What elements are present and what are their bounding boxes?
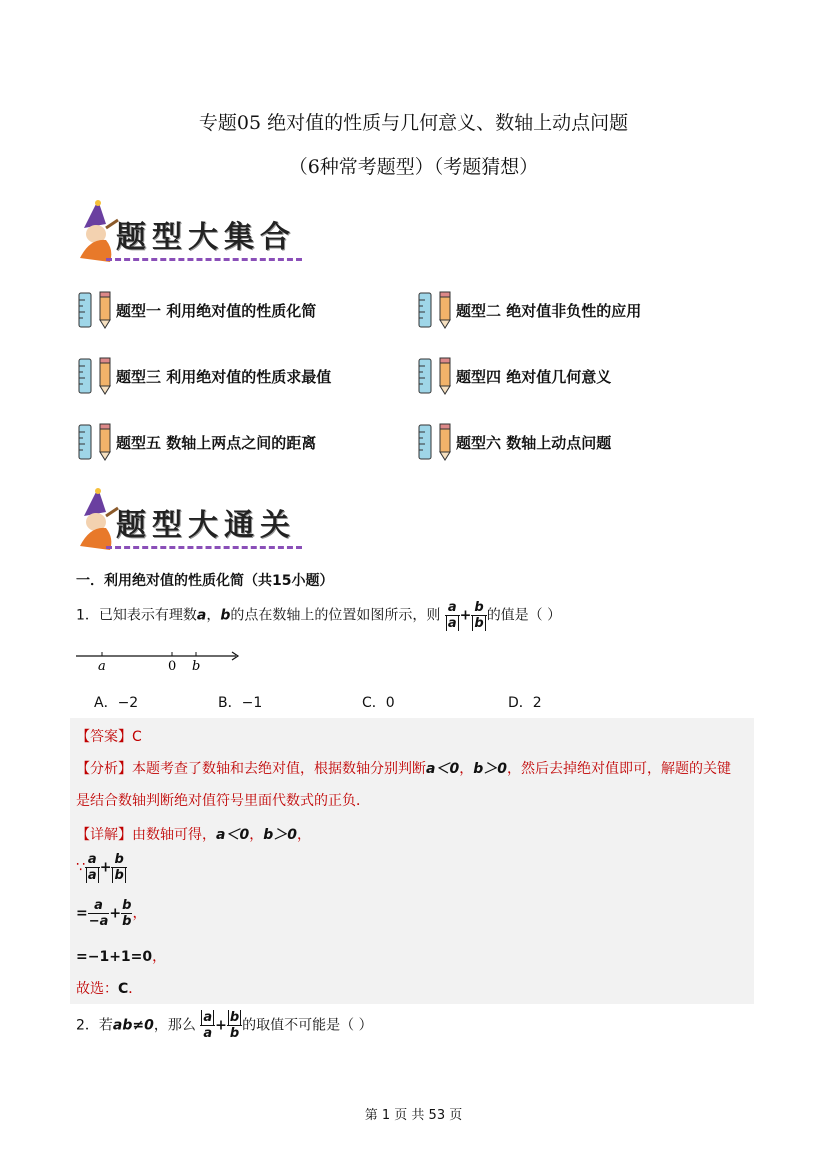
abs-value: a [203, 1010, 213, 1025]
analysis-line-2: 是结合数轴判断绝对值符号里面代数式的正负． [76, 793, 370, 809]
pencil-icon [98, 290, 112, 330]
conclusion-value: C [118, 981, 129, 997]
type-label: 题型三 利用绝对值的性质求最值 [116, 368, 332, 386]
frac-numerator: a [88, 898, 110, 914]
frac-denominator [111, 868, 126, 883]
frac-numerator: b [122, 898, 132, 913]
q1-prefix: 1．已知表示有理数 [76, 607, 197, 624]
ruler-icon [78, 292, 92, 328]
step-2 [76, 898, 146, 929]
fraction [88, 898, 110, 929]
conclusion-line [76, 978, 142, 998]
therefore-symbol: ∵ [76, 859, 85, 876]
q2-prefix: 2．若 [76, 1017, 113, 1034]
q2-mid: ，那么 [153, 1017, 196, 1034]
condition: b＞0 [473, 761, 507, 777]
var-b: b [220, 607, 231, 624]
banner-question-practice [76, 486, 306, 556]
answer-tag: 【答案】 [76, 729, 132, 745]
abs-value: a [447, 616, 457, 631]
equation: =−1+1=0 [76, 949, 153, 965]
frac-numerator [200, 1010, 215, 1026]
var-a: a [196, 607, 207, 624]
separator: ， [132, 905, 147, 922]
frac-denominator: b [122, 914, 132, 929]
ruler-icon [418, 358, 432, 394]
ruler-icon [418, 292, 432, 328]
q1-comma: ， [206, 607, 221, 624]
frac-numerator: b [471, 600, 486, 616]
separator: ． [128, 981, 143, 997]
wizard-mascot-icon [76, 486, 120, 552]
condition: a＜0 [426, 761, 460, 777]
banner-underline [106, 546, 302, 549]
pencil-icon [438, 422, 452, 462]
frac-numerator: a [85, 852, 100, 868]
detail-line [76, 824, 311, 844]
banner-question-types [76, 198, 306, 268]
abs-value: b [114, 868, 124, 883]
q1-mid: 的点在数轴上的位置如图所示，则 [230, 607, 441, 624]
axis-label-a: a [98, 659, 106, 674]
fraction [445, 600, 460, 631]
option-a: A．−2 [94, 695, 139, 711]
condition: a＜0 [216, 827, 250, 843]
pencil-icon [98, 422, 112, 462]
fraction [200, 1010, 215, 1041]
fraction [227, 1010, 242, 1041]
option-b: B．−1 [218, 695, 263, 711]
ruler-icon [78, 424, 92, 460]
abs-value: b [474, 616, 484, 631]
fraction [471, 600, 486, 631]
ruler-icon [418, 424, 432, 460]
question-2 [76, 1010, 373, 1041]
option-d: D．2 [508, 695, 542, 711]
axis-label-zero: 0 [168, 659, 177, 674]
separator: ， [296, 827, 311, 843]
separator: ， [152, 949, 167, 965]
frac-denominator [85, 868, 100, 883]
frac-denominator: −a [88, 914, 109, 929]
type-label: 题型四 绝对值几何意义 [456, 368, 612, 386]
pencil-icon [438, 356, 452, 396]
frac-numerator: a [445, 600, 460, 616]
detail-text: 由数轴可得， [132, 827, 216, 843]
wizard-mascot-icon [76, 198, 120, 264]
q2-suffix: 的取值不可能是（ ） [242, 1017, 373, 1034]
banner-underline [106, 258, 302, 261]
plus-sign: + [109, 905, 122, 922]
type-label: 题型五 数轴上两点之间的距离 [116, 434, 317, 452]
page-footer: 第 1 页 共 53 页 [364, 1108, 463, 1123]
number-line [76, 648, 240, 674]
fraction [111, 852, 126, 883]
q1-suffix: 的值是（ ） [486, 607, 562, 624]
section-heading: 一．利用绝对值的性质化简（共15小题） [76, 573, 334, 589]
frac-numerator [227, 1010, 242, 1026]
plus-sign: + [99, 859, 112, 876]
step-1 [76, 852, 127, 883]
type-label: 题型二 绝对值非负性的应用 [456, 302, 642, 320]
document-subtitle: （6种常考题型）（考题猜想） [288, 156, 539, 178]
abs-value: a [87, 868, 97, 883]
step-3 [76, 946, 166, 966]
frac-numerator: b [111, 852, 126, 868]
type-label: 题型六 数轴上动点问题 [456, 434, 612, 452]
document-title: 专题05 绝对值的性质与几何意义、数轴上动点问题 [198, 112, 629, 134]
plus-sign: + [459, 607, 472, 624]
frac-denominator [471, 616, 486, 631]
equals-sign: = [76, 905, 88, 922]
fraction [85, 852, 100, 883]
analysis-line-1 [76, 758, 731, 778]
analysis-tag: 【分析】 [76, 761, 132, 777]
conclusion-prefix: 故选： [76, 981, 118, 997]
analysis-text: ，然后去掉绝对值即可，解题的关键 [506, 761, 731, 777]
condition: ab≠0 [112, 1017, 154, 1034]
abs-value: b [229, 1010, 240, 1025]
frac-denominator: a [203, 1026, 213, 1041]
fraction [121, 898, 132, 929]
answer-value: C [132, 729, 142, 745]
question-1 [76, 600, 561, 631]
frac-denominator [445, 616, 460, 631]
analysis-text: 本题考查了数轴和去绝对值，根据数轴分别判断 [132, 761, 426, 777]
pencil-icon [438, 290, 452, 330]
separator: ， [459, 761, 474, 777]
banner-title: 题型大集合 [116, 220, 296, 255]
condition: b＞0 [263, 827, 297, 843]
option-c: C．0 [362, 695, 395, 711]
ruler-icon [78, 358, 92, 394]
axis-label-b: b [192, 659, 201, 674]
frac-denominator: b [229, 1026, 240, 1041]
type-label: 题型一 利用绝对值的性质化简 [116, 302, 317, 320]
separator: ， [249, 827, 264, 843]
banner-title: 题型大通关 [116, 508, 296, 543]
pencil-icon [98, 356, 112, 396]
detail-tag: 【详解】 [76, 827, 132, 843]
plus-sign: + [215, 1017, 227, 1034]
answer-line [76, 726, 142, 746]
